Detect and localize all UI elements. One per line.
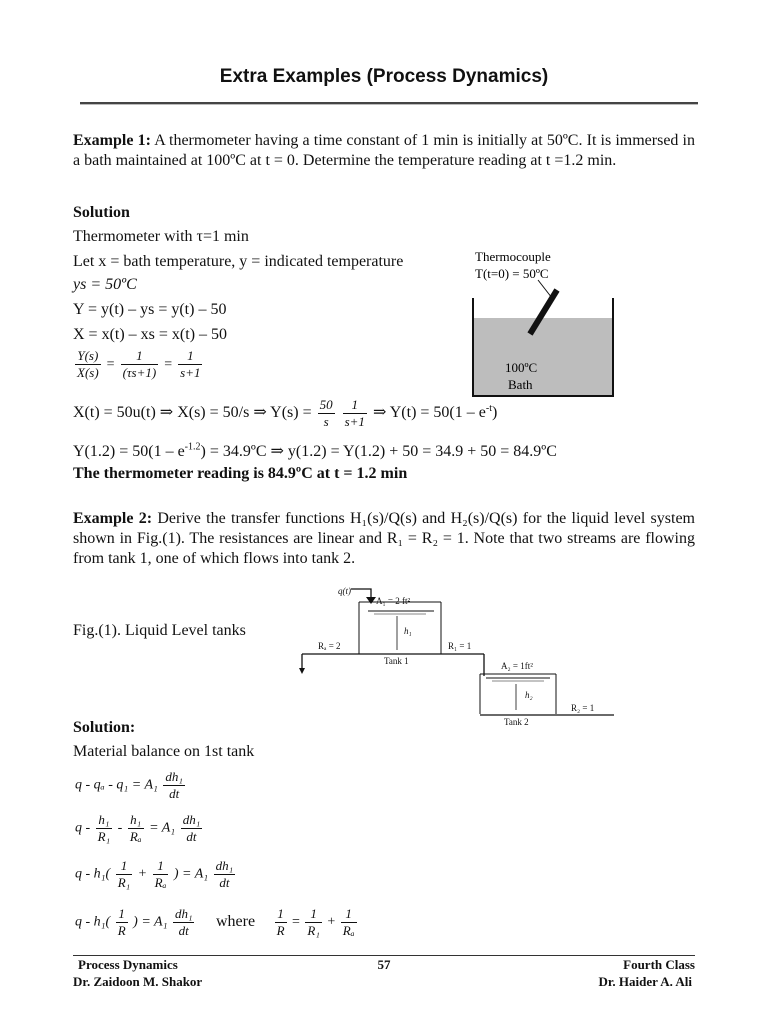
tank1-label: Tank 1 (384, 656, 409, 666)
inflow-label: q(t) (338, 586, 351, 596)
example-2-statement (73, 509, 695, 569)
resistance-2-label: R₂ = 1 (571, 703, 595, 713)
footer-course: Process Dynamics (78, 957, 178, 972)
sol1-line-definitions: Let x = bath temperature, y = indicated temperature (73, 253, 404, 270)
balance-equation-4: q - h₁( $\frac{1}{R}$ ) = A₁ $\frac{\text{dh₁}}{dt}$ where $\frac{1}{R}$ = $\frac{1}{\text{R₁}}$ + $\frac{1}{\text{Rₐ}}$ (75, 906, 355, 938)
footer-author-2: Dr. Haider A. Ali (598, 974, 692, 989)
resistance-1-label: R₁ = 1 (448, 641, 472, 651)
thermocouple-caption: Thermocouple (475, 249, 551, 264)
inflow-arrow (366, 597, 376, 604)
example-1-text: A thermometer having a time constant of 1 min is initially at 50ºC. It is immersed in a bath maintained at 100ºC at t = 0. Determine the temperature reading at t =1.2 min. (73, 132, 696, 169)
page-title: Extra Examples (Process Dynamics) (219, 66, 549, 87)
sol1-line-thermometer: Thermometer with τ=1 min (73, 228, 249, 245)
balance-equation-2: q - $\frac{\text{h₁}}{\text{R₁}}$ - $\frac{\text{h₁}}{\text{Rₐ}}$ = A₁ $\frac{\text{dh₁}}{dt}$ (75, 812, 201, 844)
caption-pointer (538, 280, 552, 298)
solution-2-heading: Solution: (73, 719, 136, 736)
sol1-line-Y: Y = y(t) – ys = y(t) – 50 (73, 301, 227, 318)
initial-temp-caption: T(t=0) = 50ºC (475, 266, 549, 281)
example-1-statement (73, 131, 695, 171)
balance-equation-3: q - h₁( $\frac{1}{\text{R₁}}$ + $\frac{1}{\text{Rₐ}}$ ) = A₁ $\frac{\text{dh₁}}{dt}$ (75, 858, 234, 890)
footer-rule (73, 955, 695, 956)
sol1-line-evaluation: $Y(1.2) = 50(1 - e^{-1.2})$ = 34.9ºC ⇒ y(1.2) = Y(1.2) + 50 = 34.9 + 50 = 84.9ºC (73, 441, 557, 460)
l7-frac-1: $\frac{50}{s}$ (319, 397, 333, 429)
figure-1-caption: Fig.(1). Liquid Level tanks (73, 622, 246, 639)
example-2-label: Example 2: (73, 510, 153, 527)
tf-lhs: $\frac{Y(s)}{X(s)}$ (77, 348, 99, 380)
footer-class: Fourth Class (623, 957, 695, 972)
solution-1-heading: Solution (73, 204, 130, 221)
balance-equation-1: q - qₐ - q₁ = A₁ $\frac{\text{dh₁}}{dt}$ (75, 769, 183, 801)
liquid-level-tanks-figure (296, 578, 622, 728)
sol1-line-X: X = x(t) – xs = x(t) – 50 (73, 326, 228, 343)
eq1-derivative: $\frac{\text{dh₁}}{dt}$ (165, 769, 183, 801)
sol1-line-ys: ys = 50ºC (73, 276, 137, 293)
tank1-area: A₁ = 2 ft² (376, 596, 411, 606)
where-word: where (215, 912, 256, 930)
bath-temperature: 100ºC (505, 360, 538, 375)
footer-page-number: 57 (377, 957, 391, 972)
tank2-height-label: h₂ (525, 690, 533, 700)
transfer-function-equation: $\frac{Y(s)}{X(s)}$ = $\frac{1}{(\tau s+1)}$ = $\frac{1}{s+1}$ (77, 348, 201, 380)
example-1-label: Example 1: (73, 132, 151, 149)
footer-author-1: Dr. Zaidoon M. Shakor (73, 974, 203, 989)
bath-liquid (473, 318, 613, 396)
material-balance-line: Material balance on 1st tank (73, 743, 255, 760)
resistance-a-label: Rₐ = 2 (318, 641, 341, 651)
example-2-text: Derive the transfer functions H₁(s)/Q(s) and H₂(s)/Q(s) for the liquid level system shown in Fig.(1). The resistances are linear and R₁ = R₂ = 1. Note that two streams are flowing from tank 1, one of which flows into tank 2. (73, 510, 695, 567)
sol1-line-step-input: X(t) = 50u(t) ⇒ X(s) = 50/s ⇒ Y(s) = $\frac{50}{s}$ $\frac{1}{s+1}$ ⇒ $Y(t) = 50(1 - e^{-t})$ (73, 397, 498, 429)
l7-frac-2: $\frac{1}{s+1}$ (344, 397, 365, 429)
thermocouple-bath-figure (460, 246, 640, 398)
outflow-a-arrow (299, 668, 305, 674)
example-1-result: The thermometer reading is 84.9ºC at t = 1.2 min (73, 465, 408, 482)
title-rule (80, 102, 698, 105)
tf-rhs: $\frac{1}{s+1}$ (180, 348, 201, 380)
tank1-height-label: h₁ (404, 626, 412, 636)
tank2-area: A₂ = 1ft² (501, 661, 533, 671)
tf-mid: $\frac{1}{(\tau s+1)}$ (122, 348, 157, 380)
tank2-label: Tank 2 (504, 717, 529, 727)
bath-label: Bath (508, 377, 533, 392)
